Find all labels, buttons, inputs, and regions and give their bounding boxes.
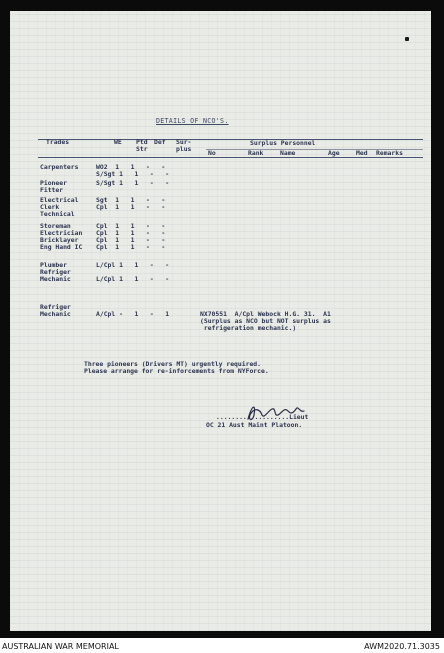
row-trade: Electrical Clerk Technical: [40, 196, 79, 218]
row-values: Sgt 1 1 - - Cpl 1 1 - -: [96, 196, 166, 211]
reinforcement-note: Three pioneers (Drivers MT) urgently required. Please arrange for re-inforcements from NYForce.: [84, 360, 269, 375]
signatory: OC 21 Aust Maint Platoon.: [206, 421, 303, 429]
header-name: Name: [280, 149, 296, 157]
row-trade: Refriger Mechanic: [40, 303, 71, 318]
row-values: L/Cpl 1 1 - -: [96, 261, 170, 269]
header-age: Age: [328, 149, 340, 157]
header-surplus: Sur- plus: [176, 138, 192, 153]
row-trade: Eng Hand IC: [40, 243, 83, 251]
row-values: Cpl 1 1 - -: [96, 236, 166, 244]
signature-line: ...................Lieut: [216, 413, 309, 421]
surplus-note: (Surplus as NCO but NOT surplus as refrigeration mechanic.): [200, 317, 331, 332]
header-no: No: [208, 149, 216, 157]
row-trade: Refriger Mechanic: [40, 268, 71, 283]
header-rule-bottom: [38, 157, 423, 158]
surplus-entry: NX70551 A/Cpl Webock H.G. 31. A1: [200, 310, 331, 318]
header-remarks: Remarks: [376, 149, 403, 157]
row-trade: Electrician: [40, 229, 83, 237]
header-def: Def: [154, 138, 166, 146]
row-trade: Storeman: [40, 222, 71, 230]
header-we: WE: [114, 138, 122, 146]
row-values: Cpl 1 1 - -: [96, 243, 166, 251]
header-trades: Trades: [46, 138, 70, 146]
row-values: WO2 1 1 - -: [96, 163, 166, 171]
header-surplus-personnel: Surplus Personnel: [250, 139, 316, 147]
row-values: L/Cpl 1 1 - -: [96, 275, 170, 283]
row-values: S/Sgt 1 1 - -: [96, 179, 170, 187]
row-values: Cpl 1 1 - -: [96, 222, 166, 230]
row-values: S/Sgt 1 1 - -: [96, 170, 170, 178]
row-values: Cpl 1 1 - -: [96, 229, 166, 237]
header-rule-top: [38, 139, 423, 140]
header-med: Med: [356, 149, 368, 157]
header-rank: Rank: [248, 149, 264, 157]
header-ptd-str: Ptd Str: [136, 138, 148, 153]
document-page: [10, 11, 431, 631]
archive-reference: AWM2020.71.3035: [364, 642, 440, 651]
row-trade: Pioneer Fitter: [40, 179, 67, 194]
row-trade: Carpenters: [40, 163, 79, 171]
document-title: DETAILS OF NCO'S.: [156, 117, 229, 125]
row-trade: Bricklayer: [40, 236, 79, 244]
archive-name: AUSTRALIAN WAR MEMORIAL: [2, 642, 119, 651]
punch-mark: [405, 37, 409, 41]
row-trade: Plumber: [40, 261, 67, 269]
row-values: A/Cpl - 1 - 1: [96, 310, 170, 318]
